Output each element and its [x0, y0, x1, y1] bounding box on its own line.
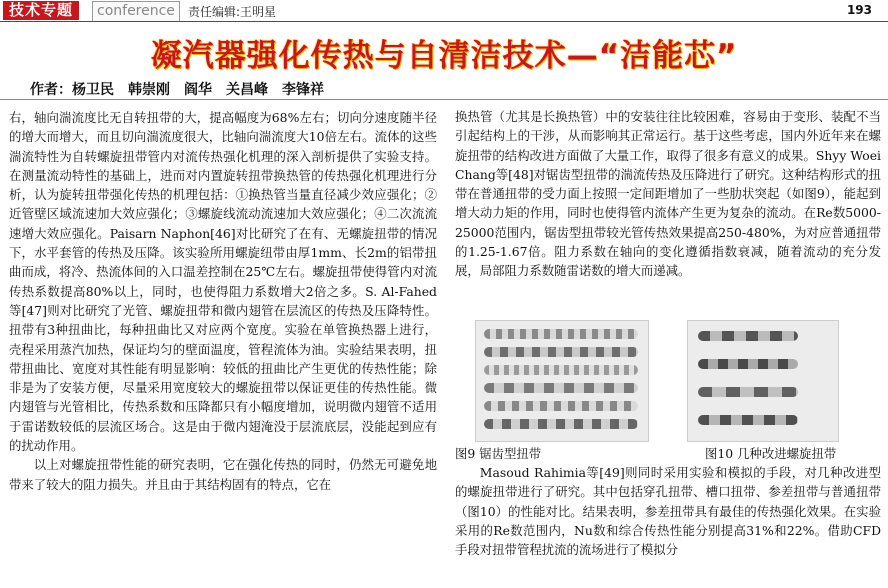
- header-divider: [0, 21, 888, 22]
- left-paragraph-2: 以上对螺旋扭带性能的研究表明，它在强化传热的同时，仍然无可避免地带来了较大的阻力损失。并且由于其结构固有的特点，它在: [9, 457, 437, 492]
- article-title: 凝汽器强化传热与自清洁技术—“洁能芯”: [150, 38, 738, 74]
- left-paragraph-1: 右，轴向湍流度比无自转扭带的大，提高幅度为68%左右；切向分速度随半径的增大而增大，而且切向湍流度很大，比轴向湍流度大10倍左右。流体的这些湍流特性为自转螺旋扭带管内对流传热强化机理的深入剖析提供了实验支持。在测量流动特性的基础上，进而对内置旋转扭带换热管的传热强化机理进行分析，认为旋转扭带强化传热的机理包括：①换热管当量直径减少效应强化；②近管壁区域流速加大效应强化；③螺旋线流动流速加大效应强化；④二次流流速增大效应强化。Paisarn Naphon[46]对比研究了在有、无螺旋扭带的情况下，水平套管的传热及压降。该实验所用螺旋纽带由厚1mm、长2m的铝带扭曲而成，将冷、热流体间的入口温差控制在25℃左右。螺旋扭带使得管内对流传热系数提高80%以上，同时，也使得阻力系数增大2倍之多。S. Al-Fahed等[47]则对比研究了光管、螺旋扭带和微内翅管在层流区的传热及压降特性。扭带有3种扭曲比，每种扭曲比又对应两个宽度。实验在单管换热器上进行，壳程采用蒸汽加热，保证均匀的壁面温度，管程流体为油。实验结果表明，扭带扭曲比、宽度对其性能有明显影响：较低的扭曲比产生更优的传热性能；除非是为了安装方便，尽量采用宽度较大的螺旋扭带以保证更佳的传热性能。微内翅管与光管相比，传热系数和压降都只有小幅度增加，说明微内翅管不适用于雷诺数较低的层流区场合。这是由于微内翅淹没于层流底层，没能起到应有的扰动作用。: [9, 110, 437, 454]
- page-header: [0, 0, 888, 22]
- column-tag-english: conference: [92, 1, 180, 22]
- left-column: [9, 108, 437, 494]
- figure-10-caption: 图10 几种改进螺旋扭带: [705, 446, 837, 461]
- column-tag: 技术专题: [3, 1, 79, 20]
- right-paragraph-1: 换热管（尤其是长换热管）中的安装往往比较困难，容易由于变形、装配不当引起结构上的干涉，从而影响其正常运行。基于这些考虑，国内外近年来在螺旋扭带的结构改进方面做了大量工作，取得了很多有意义的成果。Shyy Woei Chang等[48]对锯齿型扭带的湍流传热及压降进行了研究。这种结构形式的扭带在普通扭带的受力面上按照一定间距增加了一些肋状突起（如图9），能起到增大动力矩的作用，同时也使得管内流体产生更为复杂的流动。在Re数5000-25000范围内，锯齿型扭带较光管传热效果提高250-480%，为对应普通扭带的1.25-1.67倍。阻力系数在轴向的变化遵循指数衰减，随着流动的充分发展，局部阻力系数随雷诺数的增大而递减。: [455, 109, 881, 279]
- editor-credit: 责任编辑:王明星: [188, 5, 277, 19]
- right-paragraph-2: Masoud Rahimia等[49]则同时采用实验和模拟的手段，对几种改进型的螺旋扭带进行了研究。其中包括穿孔扭带、槽口扭带、参差扭带与普通扭带（图10）的性能对比。结果表明，参差扭带具有最佳的传热强化效果。在实验采用的Re数范围内，Nu数和综合传热性能分别提高31%和22%。借助CFD手段对扭带管程扰流的流场进行了模拟分: [455, 465, 881, 558]
- page-number: 193: [846, 3, 872, 17]
- right-column-bottom: [455, 463, 881, 559]
- figure-10-image: [687, 320, 839, 442]
- authors-divider: [0, 99, 888, 100]
- right-column-top: [455, 107, 881, 281]
- figure-9-caption: 图9 锯齿型扭带: [455, 446, 542, 461]
- figure-9-image: [475, 320, 649, 442]
- article-authors: 作者：杨卫民 韩崇刚 阎华 关昌峰 李锋祥: [30, 82, 324, 98]
- figures-area: [455, 318, 881, 446]
